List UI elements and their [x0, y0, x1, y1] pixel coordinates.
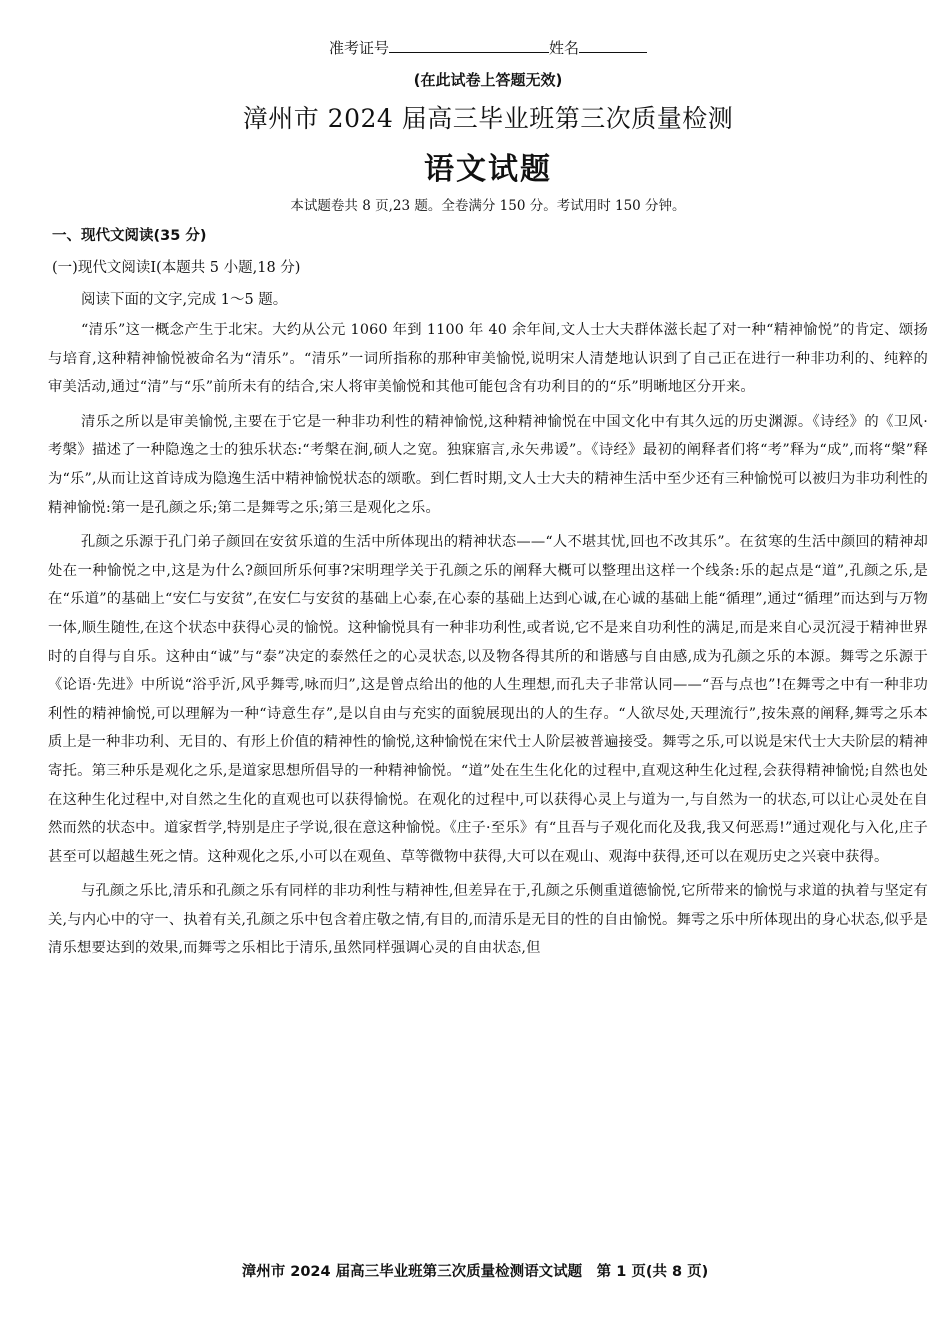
reading-instruction: 阅读下面的文字,完成 1～5 题。: [81, 292, 288, 308]
passage-paragraph: “清乐”这一概念产生于北宋。大约从公元 1060 年到 1100 年 40 余年间,文人士大夫群体滋长起了对一种“精神愉悦”的肯定、颂扬与培育,这种精神愉悦被命名为“清乐”。“清乐”一词所指称的那种审美愉悦,说明宋人清楚地认识到了自己正在进行一种非功利的、纯粹的审美活动,通过“清”与“乐”前所未有的结合,宋人将审美愉悦和其他可能包含有功利目的的“乐”明晰地区分开来。: [48, 322, 928, 396]
subject-title: 语文试题: [424, 152, 552, 187]
passage-paragraph: 与孔颜之乐比,清乐和孔颜之乐有同样的非功利性与精神性,但差异在于,孔颜之乐侧重道德愉悦,它所带来的愉悦与求道的执着与坚定有关,与内心中的守一、执着有关,孔颜之乐中包含着庄敬之情,有目的,而清乐是无目的性的自由愉悦。舞雩之乐中所体现出的身心状态,似乎是清乐想要达到的效果,而舞雩之乐相比于清乐,虽然同样强调心灵的自由状态,但: [48, 883, 928, 957]
section-heading: 一、现代文阅读(35 分): [52, 228, 207, 244]
passage-paragraph: 清乐之所以是审美愉悦,主要在于它是一种非功利性的精神愉悦,这种精神愉悦在中国文化中有其久远的历史渊源。《诗经》的《卫风·考槃》描述了一种隐逸之士的独乐状态:“考槃在涧,硕人之宽。独寐寤言,永矢弗谖”。《诗经》最初的阐释者们将“考”释为“成”,而将“槃”释为“乐”,从而让这首诗成为隐逸生活中精神愉悦状态的颂歌。到仁哲时期,文人士大夫的精神生活中至少还有三种愉悦可以被归为非功利性的精神愉悦:第一是孔颜之乐;第二是舞雩之乐;第三是观化之乐。: [48, 413, 928, 516]
reading-passage: [48, 316, 928, 963]
exam-info: 本试题卷共 8 页,23 题。全卷满分 150 分。考试用时 150 分钟。: [290, 198, 686, 214]
exam-id-blank: [389, 36, 549, 53]
exam-id-label: 准考证号: [328, 39, 389, 57]
exam-title: 漳州市 2024 届高三毕业班第三次质量检测: [242, 104, 734, 133]
name-blank: [579, 36, 647, 53]
name-label: 姓名: [549, 39, 580, 57]
passage-paragraph: 孔颜之乐源于孔门弟子颜回在安贫乐道的生活中所体现出的精神状态——“人不堪其忧,回也不改其乐”。在贫寒的生活中颜回的精神却处在一种愉悦之中,这是为什么?颜回所乐何事?宋明理学关于孔颜之乐的阐释大概可以整理出这样一个线条:乐的起点是“道”,孔颜之乐,是在“乐道”的基础上“安仁与安贫”,在安仁与安贫的基础上心泰,在心泰的基础上达到心诚,在心诚的基础上能“循理”,通过“循理”而达到与万物一体,顺生随性,在这个状态中获得心灵的愉悦。这种愉悦具有一种非功利性,或者说,它不是来自功利性的满足,而是来自心灵沉浸于精神世界时的自得与自乐。这种由“诚”与“泰”决定的泰然任之的心灵状态,以及物各得其所的和谐感与自由感,成为孔颜之乐的本源。舞雩之乐源于《论语·先进》中所说“浴乎沂,风乎舞雩,咏而归”,这是曾点给出的他的人生理想,而孔夫子非常认同——“吾与点也”!在舞雩之中有一种非功利性的精神愉悦,可以理解为一种“诗意生存”,是以自由与充实的面貌展现出的人的生存。“人欲尽处,天理流行”,按朱熹的阐释,舞雩之乐本质上是一种非功利、无目的、有形上价值的精神性的愉悦,这种愉悦在宋代士人阶层被普遍接受。舞雩之乐,可以说是宋代士大夫阶层的精神寄托。第三种乐是观化之乐,是道家思想所倡导的一种精神愉悦。“道”处在生生化化的过程中,直观这种生化过程,会获得精神愉悦;自然也处在这种生化过程中,对自然之生化的直观也可以获得愉悦。在观化的过程中,可以获得心灵上与道为一,与自然为一的状态,可以让心灵处在自然而然的状态中。道家哲学,特别是庄子学说,很在意这种愉悦。《庄子·至乐》有“且吾与子观化而化及我,我又何恶焉!”通过观化与入化,庄子甚至可以超越生死之情。这种观化之乐,小可以在观鱼、草等微物中获得,大可以在观山、观海中获得,还可以在观历史之兴衰中获得。: [48, 534, 928, 865]
subsection-heading: (一)现代文阅读Ⅰ(本题共 5 小题,18 分): [52, 260, 301, 276]
page-footer: 漳州市 2024 届高三毕业班第三次质量检测语文试题 第 1 页(共 8 页): [241, 1264, 709, 1280]
examinee-info-row: [48, 36, 928, 58]
answer-notice: (在此试卷上答题无效): [413, 71, 563, 89]
